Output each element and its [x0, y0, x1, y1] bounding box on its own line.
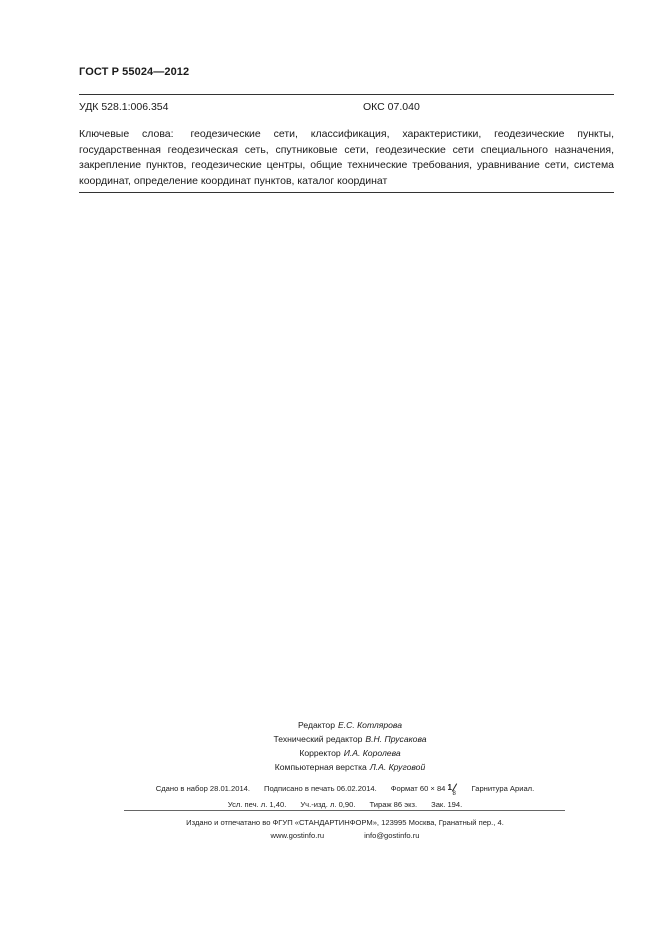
- layout-role: Компьютерная верстка: [274, 762, 367, 772]
- format-fraction-denominator: 8: [452, 791, 456, 797]
- publisher-contacts: [110, 830, 580, 843]
- format-fraction: [447, 782, 458, 797]
- print-sheets: Усл. печ. л. 1,40.: [227, 800, 287, 809]
- imprint-row-1: [110, 781, 580, 797]
- tech-editor-role: Технический редактор: [273, 734, 363, 744]
- oks-code: ОКС 07.040: [363, 101, 420, 113]
- format-fraction-numerator: 1: [447, 783, 452, 792]
- credit-editor: [220, 718, 480, 732]
- credits-block: [220, 718, 480, 774]
- standard-number: ГОСТ Р 55024—2012: [79, 66, 190, 78]
- website-link[interactable]: www.gostinfo.ru: [270, 830, 325, 840]
- keywords-text: геодезические сети, классификация, характеристики, геодезические пункты, государственная геодезическая сеть, спутниковые сети, геодезические сети специального назначения, закрепление пунктов, геодезические центры, общие технические требования, уравнивание сети, система координат, определение координат пунктов, каталог координат: [79, 128, 614, 187]
- submitted-date: Сдано в набор 28.01.2014.: [155, 784, 251, 793]
- editor-name: Е.С. Котлярова: [338, 720, 402, 730]
- paper-format: Формат 60 × 84: [390, 784, 446, 793]
- editor-role: Редактор: [298, 720, 335, 730]
- credit-tech-editor: [220, 732, 480, 746]
- imprint-divider: [124, 810, 565, 811]
- keywords-divider: [79, 192, 614, 193]
- signed-date: Подписано в печать 06.02.2014.: [264, 784, 377, 793]
- imprint-block: [110, 781, 580, 813]
- keywords-label: Ключевые слова:: [79, 128, 174, 140]
- layout-name: Л.А. Круговой: [369, 762, 426, 772]
- corrector-role: Корректор: [299, 748, 341, 758]
- order-number: Зак. 194.: [431, 800, 463, 809]
- keywords-paragraph: [79, 127, 614, 189]
- top-divider: [79, 94, 614, 95]
- publisher-block: [110, 817, 580, 842]
- udk-code: УДК 528.1:006.354: [79, 101, 169, 113]
- typeface: Гарнитура Ариал.: [471, 784, 535, 793]
- email-link[interactable]: info@gostinfo.ru: [364, 830, 420, 840]
- publisher-line: Издано и отпечатано во ФГУП «СТАНДАРТИНФОРМ», 123995 Москва, Гранатный пер., 4.: [186, 818, 504, 827]
- circulation: Тираж 86 экз.: [369, 800, 418, 809]
- credit-corrector: [220, 746, 480, 760]
- corrector-name: И.А. Королева: [343, 748, 401, 758]
- tech-editor-name: В.Н. Прусакова: [365, 734, 427, 744]
- pub-sheets: Уч.-изд. л. 0,90.: [300, 800, 356, 809]
- credit-layout: [220, 760, 480, 774]
